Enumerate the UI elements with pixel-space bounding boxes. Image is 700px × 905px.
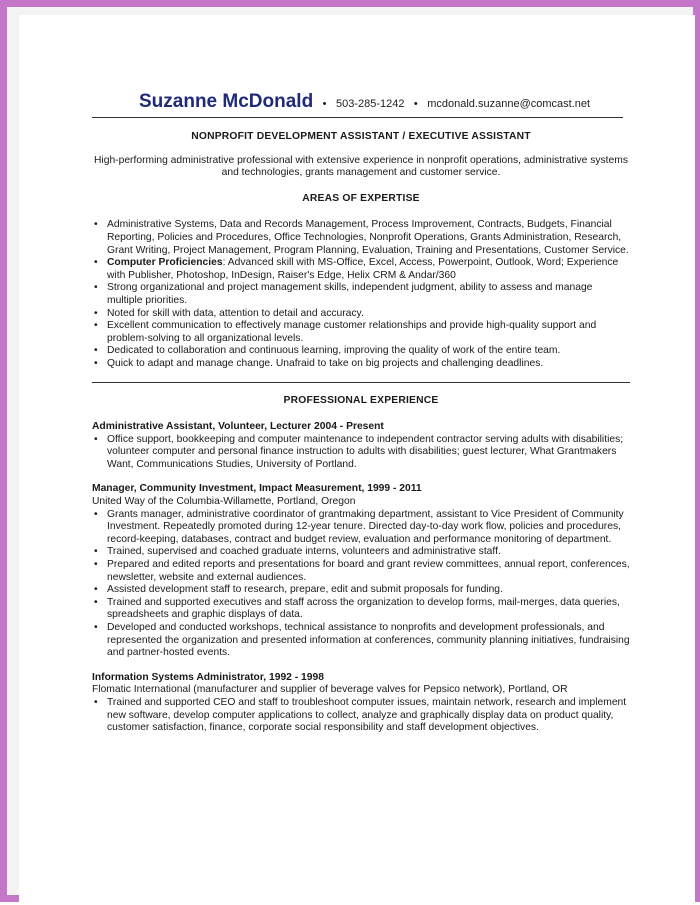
resume-body xyxy=(92,131,630,735)
bullet-icon: • xyxy=(94,584,98,596)
header-separator: • xyxy=(413,98,418,110)
job-bullets xyxy=(92,697,630,735)
job-bullet xyxy=(92,509,630,547)
expertise-item xyxy=(92,219,630,257)
bullet-icon: • xyxy=(94,622,98,633)
bullet-icon: • xyxy=(94,508,98,520)
resume-header xyxy=(139,91,605,113)
job-title: Administrative Assistant, Volunteer, Lecturer 2004 - Present xyxy=(92,421,384,433)
expertise-item xyxy=(92,358,630,371)
expertise-item xyxy=(92,320,630,345)
job-bullets xyxy=(92,434,630,472)
bullet-icon: • xyxy=(94,307,98,319)
job-organization: United Way of the Columbia-Willamette, Portland, Oregon xyxy=(92,496,356,508)
phone-number: 503-285-1242 xyxy=(335,98,405,110)
bullet-icon: • xyxy=(94,320,98,332)
bullet-icon: • xyxy=(94,559,98,571)
candidate-name: Suzanne McDonald xyxy=(139,91,314,112)
job-bullet xyxy=(92,434,630,472)
job-bullet xyxy=(92,597,630,622)
expertise-item-label: Computer Proficiencies xyxy=(107,257,223,269)
expertise-item-text: Strong organizational and project management skills, independent judgment, ability to assess and manage multiple priorities. xyxy=(107,282,593,306)
expertise-heading: AREAS OF EXPERTISE xyxy=(302,192,420,204)
job-bullet-text: Grants manager, administrative coordinator of grantmaking department, assistant to Vice President of Community Investment. Repeatedly promoted during 12-year tenure. Directed day-to-day work flow, policies and procedures, record-keeping, databases, contract and budget review, evaluation and performance monitoring of department. xyxy=(107,508,624,545)
job-bullet xyxy=(92,546,630,559)
job-bullet-text: Trained and supported CEO and staff to troubleshoot computer issues, maintain network, research and implement new software, develop computer applications to collect, analyze and graphically display data on product quality, customer satisfaction, finance, corporate social responsibility and staff development objectives. xyxy=(107,696,627,734)
job-bullet-text: Trained, supervised and coached graduate interns, volunteers and administrative staff. xyxy=(107,546,501,558)
experience-list xyxy=(92,421,630,735)
bullet-icon: • xyxy=(94,345,98,357)
bullet-icon: • xyxy=(94,433,98,445)
job-title: Information Systems Administrator, 1992 - 1998 xyxy=(92,671,324,683)
expertise-item-text: Noted for skill with data, attention to detail and accuracy. xyxy=(107,307,364,319)
expertise-item-text: Excellent communication to effectively manage customer relationships and provide high-quality support and problem-solving to all organizational levels. xyxy=(107,320,597,344)
bullet-icon: • xyxy=(94,357,98,369)
job-bullet-text: Developed and conducted workshops, technical assistance to nonprofits and development professionals, and represented the organization and presented information at conferences, community planning initiatives, fundraising and partner-hosted events. xyxy=(107,622,630,659)
expertise-item xyxy=(92,257,630,282)
job-bullets xyxy=(92,509,630,660)
expertise-item xyxy=(92,308,630,321)
objective-title: NONPROFIT DEVELOPMENT ASSISTANT / EXECUTIVE ASSISTANT xyxy=(191,131,531,142)
expertise-item-text: Administrative Systems, Data and Records Management, Process Improvement, Contracts, Budgets, Financial Reporting, Policies and Procedures, Office Technologies, Nonprofit Operations, Grants Administration, Research, Grant Writing, Project Management, Program Planning, Evaluation, Training and Presentations, Customer Service. xyxy=(107,219,629,256)
expertise-item xyxy=(92,282,630,307)
experience-heading: PROFESSIONAL EXPERIENCE xyxy=(283,394,439,406)
job-bullet xyxy=(92,559,630,584)
expertise-item-text: Dedicated to collaboration and continuous learning, improving the quality of work of the entire team. xyxy=(107,345,561,357)
job-entry xyxy=(92,421,630,471)
bullet-icon: • xyxy=(94,219,98,231)
expertise-list xyxy=(92,219,630,370)
job-entry xyxy=(92,483,630,659)
summary-text: High-performing administrative professional with extensive experience in nonprofit operations, administrative systems and technologies, grants management and customer service. xyxy=(94,154,628,179)
bullet-icon: • xyxy=(94,282,98,294)
header-divider xyxy=(92,117,623,118)
job-organization: Flomatic International (manufacturer and supplier of beverage valves for Pepsico network), Portland, OR xyxy=(92,684,568,696)
job-bullet-text: Assisted development staff to research, prepare, edit and submit proposals for funding. xyxy=(107,584,503,596)
bullet-icon: • xyxy=(94,696,98,708)
bullet-icon: • xyxy=(94,257,98,269)
job-bullet xyxy=(92,622,630,660)
header-separator: • xyxy=(322,98,327,110)
email-address: mcdonald.suzanne@comcast.net xyxy=(427,98,591,110)
bullet-icon: • xyxy=(94,596,98,608)
job-bullet-text: Office support, bookkeeping and computer maintenance to independent contractor serving adults with disabilities; volunteer computer and personal finance instruction to adults with disabilities; guest lecturer, What Grantmakers Want, Communications Studies, University of Portland. xyxy=(107,433,624,470)
bullet-icon: • xyxy=(94,546,98,558)
resume-page xyxy=(19,15,695,905)
section-divider xyxy=(92,382,630,383)
job-entry xyxy=(92,672,630,735)
job-bullet-text: Trained and supported executives and staff across the organization to develop forms, mail-merges, data queries, spreadsheets and graphic displays of data. xyxy=(107,596,620,621)
job-bullet xyxy=(92,697,630,735)
job-bullet xyxy=(92,584,630,597)
expertise-item xyxy=(92,345,630,358)
job-title: Manager, Community Investment, Impact Measurement, 1999 - 2011 xyxy=(92,483,422,495)
expertise-item-text: Quick to adapt and manage change. Unafraid to take on big projects and challenging deadlines. xyxy=(107,357,544,369)
expertise-item-text: : Advanced skill with MS-Office, Excel, Access, Powerpoint, Outlook, Word; Experience with Publisher, Photoshop, InDesign, Raiser's Edge, Helix CRM & Andar/360 xyxy=(107,257,619,281)
job-bullet-text: Prepared and edited reports and presentations for board and grant review committees, annual report, conferences, newsletter, website and external audiences. xyxy=(107,559,630,583)
